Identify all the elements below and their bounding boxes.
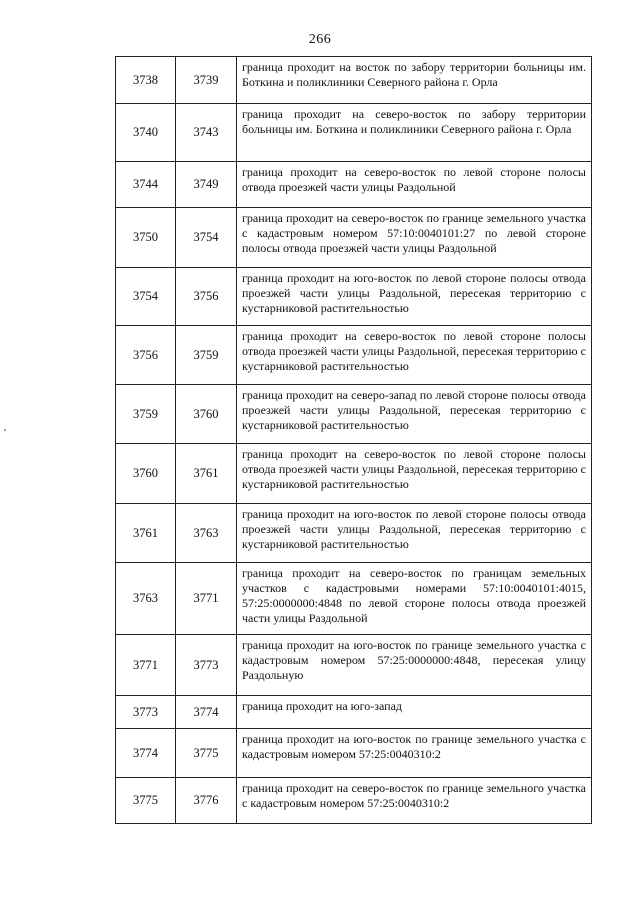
table-row (116, 326, 592, 385)
boundary-description-cell: граница проходит на восток по забору территории больницы им. Боткина и поликлиники Северного района г. Орла (237, 57, 592, 104)
point-to-cell: 3761 (176, 444, 237, 504)
point-to-cell: 3756 (176, 268, 237, 326)
boundary-description-cell: граница проходит на северо-восток по левой стороне полосы отвода проезжей части улицы Раздольной (237, 162, 592, 208)
boundary-description-cell: граница проходит на юго-восток по левой стороне полосы отвода проезжей части улицы Раздольной, пересекая территорию с кустарниковой растительностью (237, 268, 592, 326)
table-row (116, 696, 592, 729)
table-row (116, 729, 592, 778)
point-from-cell: 3759 (116, 385, 176, 444)
boundary-description-cell: граница проходит на северо-запад по левой стороне полосы отвода проезжей части улицы Раздольной, пересекая территорию с кустарниковой растительностью (237, 385, 592, 444)
boundary-description-cell: граница проходит на северо-восток по левой стороне полосы отвода проезжей части улицы Раздольной, пересекая территорию с кустарниковой растительностью (237, 326, 592, 385)
point-from-cell: 3761 (116, 504, 176, 563)
boundary-description-cell: граница проходит на северо-восток по левой стороне полосы отвода проезжей части улицы Раздольной, пересекая территорию с кустарниковой растительностью (237, 444, 592, 504)
point-to-cell: 3759 (176, 326, 237, 385)
boundary-description-cell: граница проходит на юго-восток по границе земельного участка с кадастровым номером 57:25:0040310:2 (237, 729, 592, 778)
point-from-cell: 3771 (116, 635, 176, 696)
table-row (116, 208, 592, 268)
boundary-description-cell: граница проходит на северо-восток по границам земельных участков с кадастровыми номерами 57:10:0040101:4015, 57:25:0000000:4848 по левой стороне полосы отвода проезжей части улицы Раздольной (237, 563, 592, 635)
point-to-cell: 3760 (176, 385, 237, 444)
table-row (116, 162, 592, 208)
point-from-cell: 3756 (116, 326, 176, 385)
point-to-cell: 3775 (176, 729, 237, 778)
table-row (116, 563, 592, 635)
boundary-table (115, 56, 592, 824)
table-body (116, 57, 592, 824)
point-from-cell: 3763 (116, 563, 176, 635)
table-row (116, 635, 592, 696)
boundary-description-cell: граница проходит на северо-восток по границе земельного участка с кадастровым номером 57:25:0040310:2 (237, 778, 592, 824)
point-to-cell: 3743 (176, 104, 237, 162)
boundary-description-cell: граница проходит на юго-восток по границе земельного участка с кадастровым номером 57:25:0000000:4848, пересекая улицу Раздольную (237, 635, 592, 696)
point-from-cell: 3774 (116, 729, 176, 778)
boundary-description-cell: граница проходит на юго-запад (237, 696, 592, 729)
table-row (116, 385, 592, 444)
point-to-cell: 3754 (176, 208, 237, 268)
point-from-cell: 3760 (116, 444, 176, 504)
table-row (116, 57, 592, 104)
page-number: 266 (308, 32, 332, 47)
boundary-description-cell: граница проходит на северо-восток по забору территории больницы им. Боткина и поликлиники Северного района г. Орла (237, 104, 592, 162)
table-row (116, 778, 592, 824)
point-from-cell: 3754 (116, 268, 176, 326)
point-to-cell: 3774 (176, 696, 237, 729)
point-from-cell: 3773 (116, 696, 176, 729)
point-to-cell: 3749 (176, 162, 237, 208)
point-to-cell: 3739 (176, 57, 237, 104)
point-from-cell: 3744 (116, 162, 176, 208)
point-from-cell: 3738 (116, 57, 176, 104)
boundary-description-cell: граница проходит на северо-восток по границе земельного участка с кадастровым номером 57:10:0040101:27 по левой стороне полосы отвода проезжей части улицы Раздольной (237, 208, 592, 268)
table-row (116, 268, 592, 326)
table-row (116, 444, 592, 504)
point-from-cell: 3750 (116, 208, 176, 268)
table-row (116, 104, 592, 162)
table-row (116, 504, 592, 563)
point-to-cell: 3771 (176, 563, 237, 635)
point-from-cell: 3775 (116, 778, 176, 824)
point-to-cell: 3763 (176, 504, 237, 563)
point-to-cell: 3773 (176, 635, 237, 696)
boundary-description-cell: граница проходит на юго-восток по левой стороне полосы отвода проезжей части улицы Раздольной, пересекая территорию с кустарниковой растительностью (237, 504, 592, 563)
scan-mark (4, 429, 6, 431)
point-from-cell: 3740 (116, 104, 176, 162)
point-to-cell: 3776 (176, 778, 237, 824)
